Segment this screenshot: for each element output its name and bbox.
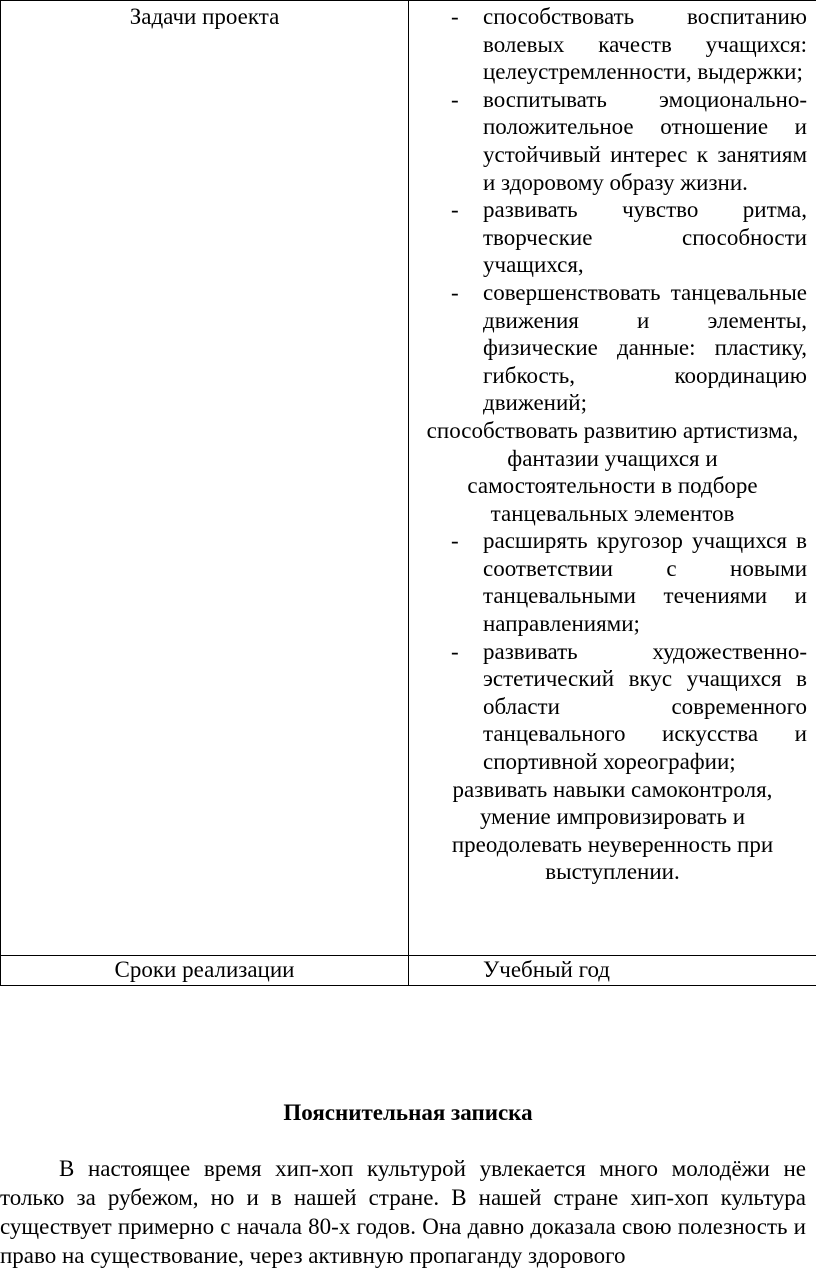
body-paragraph: В настоящее время хип-хоп культурой увлекается много молодёжи не только за рубежом, но и в нашей стране. В нашей стране хип-хоп культура существует примерно с начала 80-х годов. Она давно доказала свою полезность и право на существование, через активную пропаганду здорового — [0, 1154, 816, 1270]
tasks-label-cell — [1, 1, 409, 956]
list-dash-marker: - — [451, 86, 459, 114]
task-text-centered: развивать навыки самоконтроля, умение импровизировать и преодолевать неуверенность при выступлении. — [418, 776, 807, 886]
table-row-timeline — [1, 956, 816, 986]
task-text: способствовать воспитанию волевых качеств учащихся: целеустремленности, выдержки; — [483, 4, 807, 84]
timeline-value-cell — [409, 956, 816, 986]
list-dash-marker: - — [451, 3, 459, 31]
list-dash-marker: - — [451, 638, 459, 666]
section-heading: Пояснительная записка — [0, 1099, 816, 1127]
timeline-label-cell — [1, 956, 409, 986]
task-list-item — [418, 86, 807, 196]
list-dash-marker: - — [451, 527, 459, 555]
timeline-value: Учебный год — [483, 957, 610, 982]
task-text: развивать художественно-эстетический вкус учащихся в области современного танцевального искусства и спортивной хореографии; — [483, 639, 807, 774]
task-list-item — [418, 196, 807, 279]
task-text: расширять кругозор учащихся в соответствии с новыми танцевальными течениями и направлениями; — [483, 528, 807, 636]
task-list-item — [418, 527, 807, 637]
tasks-content-cell — [409, 1, 816, 956]
task-text: совершенствовать танцевальные движения и элементы, физические данные: пластику, гибкость, координацию движений; — [483, 280, 807, 415]
task-list-item — [418, 3, 807, 86]
table-row-tasks — [1, 1, 816, 956]
list-dash-marker: - — [451, 196, 459, 224]
task-text: воспитывать эмоционально-положительное отношение и устойчивый интерес к занятиям и здоровому образу жизни. — [483, 87, 807, 195]
task-list-item — [418, 279, 807, 417]
task-text-centered: способствовать развитию артистизма, фантазии учащихся и самостоятельности в подборе танцевальных элементов — [418, 417, 807, 527]
task-list-item — [418, 638, 807, 776]
task-text: развивать чувство ритма, творческие способности учащихся, — [483, 197, 807, 277]
list-dash-marker: - — [451, 279, 459, 307]
timeline-label: Сроки реализации — [115, 957, 295, 982]
tasks-label: Задачи проекта — [130, 4, 280, 29]
